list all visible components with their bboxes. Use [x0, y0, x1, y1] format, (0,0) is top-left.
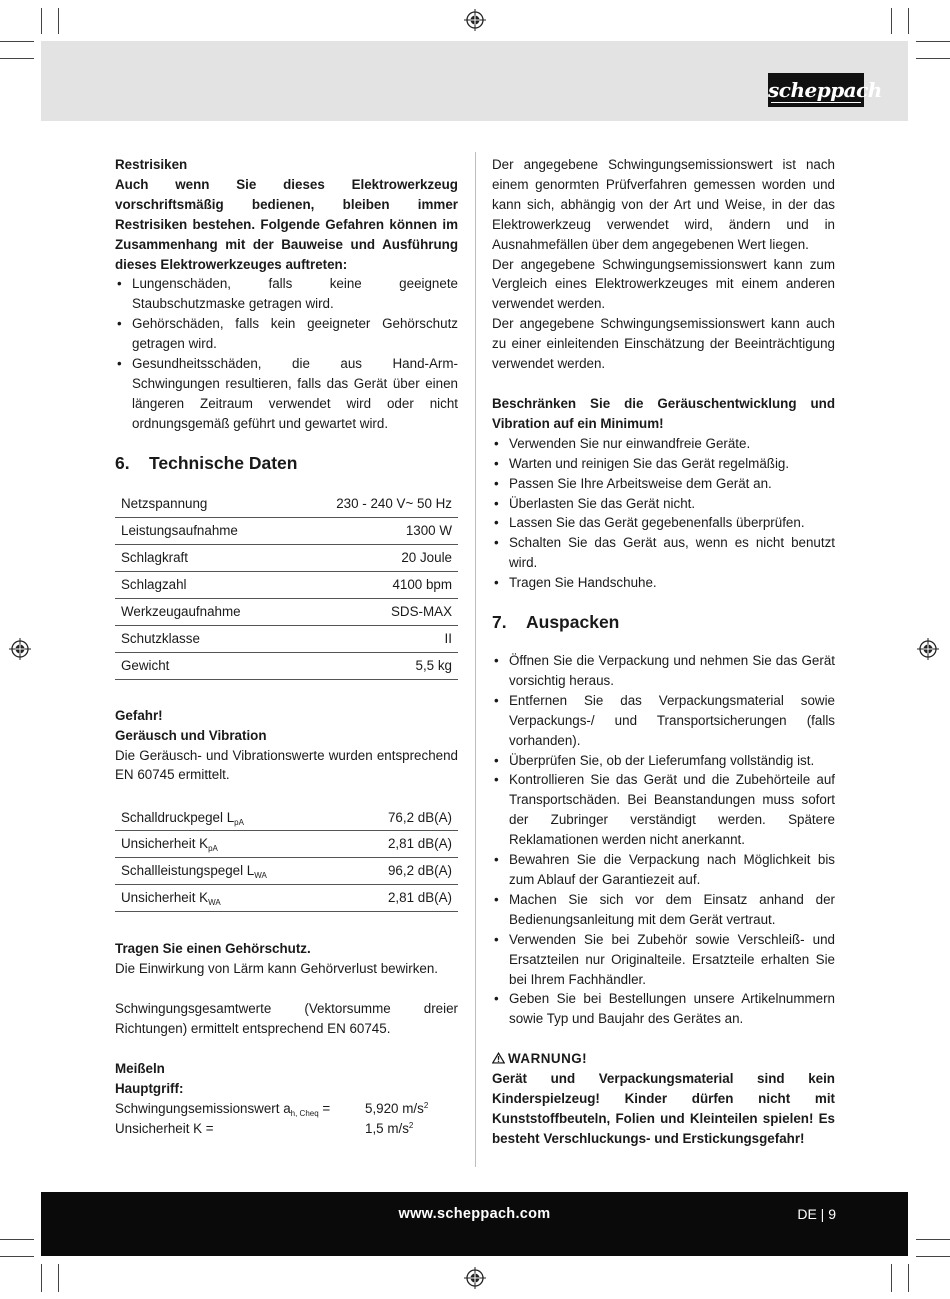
- noise-label-text: Unsicherheit K: [121, 836, 209, 852]
- left-column: [115, 155, 458, 1139]
- crop-mark: [0, 1239, 34, 1240]
- spec-value: 230 - 240 V~ 50 Hz: [289, 492, 458, 518]
- registration-mark-icon: [464, 9, 486, 31]
- noise-label-sub: WA: [254, 871, 267, 881]
- section-title: Auspacken: [526, 612, 620, 633]
- crop-mark: [0, 1256, 34, 1257]
- brand-logo: scheppach: [768, 73, 864, 107]
- crop-mark: [916, 58, 950, 59]
- schwingung-text: Schwingungsgesamtwerte (Vektorsumme dreier Richtungen) ermittelt entsprechend EN 60745.: [115, 1001, 458, 1037]
- noise-table: [115, 805, 458, 912]
- gefahr-label: Gefahr!: [115, 707, 163, 723]
- unit-exponent: 2: [408, 1120, 414, 1130]
- table-row: [115, 598, 458, 625]
- section-title: Technische Daten: [149, 452, 298, 473]
- noise-label-sub: WA: [208, 898, 221, 908]
- section-number: 7.: [492, 612, 507, 633]
- restrisiken-intro: Auch wenn Sie dieses Elektrowerkzeug vorschriftsmäßig bedienen, bleiben immer Restrisiken bestehen. Folgende Gefahren können im Zusammenhang mit der Bauweise und Ausführung dieses Elektrowerkzeuges auftreten:: [115, 176, 458, 272]
- section-heading: [492, 610, 835, 634]
- restrisiken-list: [115, 274, 458, 433]
- spec-label: Schlagkraft: [115, 544, 289, 571]
- crop-mark: [916, 1239, 950, 1240]
- noise-value: 96,2 dB(A): [347, 858, 458, 885]
- crop-mark: [916, 41, 950, 42]
- table-row: [115, 858, 458, 885]
- geraeusch-text: Die Geräusch- und Vibrationswerte wurden entsprechend EN 60745 ermittelt.: [115, 747, 458, 783]
- crop-mark: [891, 1264, 892, 1292]
- crop-mark: [0, 41, 34, 42]
- spec-label: Leistungsaufnahme: [115, 517, 289, 544]
- list-item: • Gesundheitsschäden, die aus Hand-Arm-Schwingungen resultieren, falls das Gerät über einen längeren Zeitraum verwendet wird oder nicht ordnungsgemäß geführt und gewartet wird.: [115, 354, 458, 434]
- gehoerschutz-text: Die Einwirkung von Lärm kann Gehörverlust bewirken.: [115, 961, 439, 977]
- hauptgriff-title: Hauptgriff:: [115, 1080, 184, 1096]
- noise-label-text: Schalldruckpegel L: [121, 809, 235, 825]
- beschraenken-list: [492, 434, 835, 593]
- meisseln-title: Meißeln: [115, 1060, 165, 1076]
- table-row: [115, 492, 458, 518]
- emission-equals: =: [318, 1100, 331, 1116]
- table-row: [115, 831, 458, 858]
- column-divider: [475, 152, 476, 1167]
- footer-url: www.scheppach.com: [398, 1206, 551, 1222]
- uncertainty-value-text: 1,5 m/s: [365, 1120, 409, 1136]
- table-row: [115, 885, 458, 912]
- noise-label-sub: pA: [208, 844, 218, 854]
- registration-mark-icon: [917, 638, 939, 660]
- warnung-text: Gerät und Verpackungsmaterial sind kein Kinderspielzeug! Kinder dürfen nicht mit Kunststoffbeuteln, Folien und Kleinteilen spielen! Es besteht Verschluckungs- und Erstickungsgefahr!: [492, 1071, 835, 1146]
- right-column: [492, 155, 835, 1149]
- list-item: • Bewahren Sie die Verpackung nach Möglichkeit bis zum Ablauf der Garantiezeit auf.: [492, 850, 835, 890]
- table-row: [115, 571, 458, 598]
- gehoerschutz-title: Tragen Sie einen Gehörschutz.: [115, 941, 311, 957]
- emission-value-text: 5,920 m/s: [365, 1100, 424, 1116]
- vibration-paragraph: Der angegebene Schwingungsemissionswert ist nach einem genormten Prüfverfahren gemessen worden und kann sich, abhängig von der Art und Weise, in der das Elektrowerkzeug verwendet wird, ändern und in Ausnahmefällen über dem angegebenen Wert liegen.: [492, 157, 835, 252]
- list-item: • Tragen Sie Handschuhe.: [492, 573, 835, 593]
- uncertainty-value: [365, 1119, 413, 1139]
- list-item: • Geben Sie bei Bestellungen unsere Artikelnummern sowie Typ und Baujahr des Gerätes an.: [492, 989, 835, 1029]
- geraeusch-title: Geräusch und Vibration: [115, 727, 267, 743]
- crop-mark: [41, 1264, 42, 1292]
- emission-label-text: Schwingungsemissionswert a: [115, 1100, 291, 1116]
- noise-value: 2,81 dB(A): [347, 885, 458, 912]
- spec-label: Netzspannung: [115, 492, 289, 518]
- list-item: • Gehörschäden, falls kein geeigneter Gehörschutz getragen wird.: [115, 314, 458, 354]
- section-number: 6.: [115, 452, 130, 473]
- list-item: • Überprüfen Sie, ob der Lieferumfang vollständig ist.: [492, 751, 835, 771]
- spec-table: [115, 492, 458, 680]
- table-row: [115, 625, 458, 652]
- auspacken-list: [492, 651, 835, 1029]
- noise-label-sub: pA: [234, 817, 244, 827]
- table-row: [115, 544, 458, 571]
- list-item: • Lassen Sie das Gerät gegebenenfalls überprüfen.: [492, 513, 835, 533]
- list-item: • Machen Sie sich vor dem Einsatz anhand der Bedienungsanleitung mit dem Gerät vertraut.: [492, 890, 835, 930]
- spec-label: Schlagzahl: [115, 571, 289, 598]
- noise-label: [115, 831, 347, 858]
- table-row: [115, 517, 458, 544]
- crop-mark: [908, 1264, 909, 1292]
- emission-value: [365, 1099, 428, 1119]
- table-row: [115, 652, 458, 679]
- noise-value: 2,81 dB(A): [347, 831, 458, 858]
- list-item: • Passen Sie Ihre Arbeitsweise dem Gerät an.: [492, 474, 835, 494]
- crop-mark: [908, 8, 909, 34]
- warnung-heading: [492, 1049, 835, 1069]
- noise-label: [115, 805, 347, 831]
- crop-mark: [41, 8, 42, 34]
- beschraenken-title: Beschränken Sie die Geräuschentwicklung und Vibration auf ein Minimum!: [492, 395, 835, 431]
- page-number: DE | 9: [797, 1206, 836, 1222]
- spec-value: II: [289, 625, 458, 652]
- crop-mark: [916, 1256, 950, 1257]
- vibration-paragraph: Der angegebene Schwingungsemissionswert kann auch zu einer einleitenden Einschätzung der Beeinträchtigung verwendet werden.: [492, 316, 835, 372]
- noise-value: 76,2 dB(A): [347, 805, 458, 831]
- spec-label: Werkzeugaufnahme: [115, 598, 289, 625]
- spec-label: Schutzklasse: [115, 625, 289, 652]
- noise-label-text: Unsicherheit K: [121, 890, 209, 906]
- noise-label: [115, 858, 347, 885]
- crop-mark: [58, 8, 59, 34]
- list-item: • Verwenden Sie nur einwandfreie Geräte.: [492, 434, 835, 454]
- table-row: [115, 805, 458, 831]
- crop-mark: [58, 1264, 59, 1292]
- spec-value: 20 Joule: [289, 544, 458, 571]
- spec-label: Gewicht: [115, 652, 289, 679]
- spec-value: 5,5 kg: [289, 652, 458, 679]
- list-item: • Lungenschäden, falls keine geeignete Staubschutzmaske getragen wird.: [115, 274, 458, 314]
- list-item: • Überlasten Sie das Gerät nicht.: [492, 494, 835, 514]
- unit-exponent: 2: [423, 1100, 429, 1110]
- crop-mark: [891, 8, 892, 34]
- section-heading: [115, 451, 458, 475]
- emission-label: [115, 1099, 365, 1119]
- emission-row: [115, 1099, 458, 1119]
- crop-mark: [0, 58, 34, 59]
- noise-label-text: Schallleistungspegel L: [121, 863, 255, 879]
- list-item: • Verwenden Sie bei Zubehör sowie Verschleiß- und Ersatzteilen nur Originalteile. Ersatzteile erhalten Sie bei Ihrem Fachhändler.: [492, 930, 835, 990]
- uncertainty-label: Unsicherheit K =: [115, 1120, 214, 1136]
- vibration-paragraph: Der angegebene Schwingungsemissionswert kann zum Vergleich eines Elektrowerkzeuges mit einem anderen verwendet werden.: [492, 256, 835, 312]
- footer-band: [41, 1192, 908, 1256]
- registration-mark-icon: [9, 638, 31, 660]
- list-item: • Warten und reinigen Sie das Gerät regelmäßig.: [492, 454, 835, 474]
- list-item: • Kontrollieren Sie das Gerät und die Zubehörteile auf Transportschäden. Bei Beanstandungen muss sofort der Zubringer verständigt werden. Spätere Reklamationen werden nicht anerkannt.: [492, 770, 835, 850]
- registration-mark-icon: [464, 1267, 486, 1289]
- spec-value: SDS-MAX: [289, 598, 458, 625]
- warning-icon: [492, 1052, 505, 1064]
- spec-value: 4100 bpm: [289, 571, 458, 598]
- list-item: • Öffnen Sie die Verpackung und nehmen Sie das Gerät vorsichtig heraus.: [492, 651, 835, 691]
- noise-label: [115, 885, 347, 912]
- warnung-title: WARNUNG!: [508, 1051, 588, 1067]
- uncertainty-row: [115, 1119, 458, 1139]
- list-item: • Schalten Sie das Gerät aus, wenn es nicht benutzt wird.: [492, 533, 835, 573]
- emission-label-sub: h, Cheq: [290, 1108, 319, 1118]
- spec-value: 1300 W: [289, 517, 458, 544]
- list-item: • Entfernen Sie das Verpackungsmaterial sowie Verpackungs-/ und Transportsicherungen (falls vorhanden).: [492, 691, 835, 751]
- restrisiken-title: Restrisiken: [115, 157, 188, 172]
